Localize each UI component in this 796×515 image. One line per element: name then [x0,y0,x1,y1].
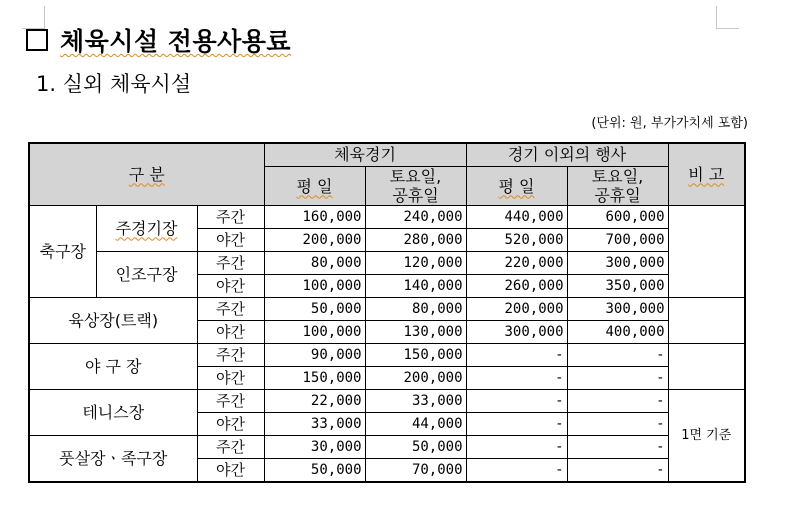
sports-weekend: 70,000 [365,459,466,483]
header-events: 경기 이외의 행사 [466,143,668,167]
events-weekend: 300,000 [567,252,668,275]
events-weekday: - [466,459,567,483]
events-weekend: - [567,436,668,459]
time-night: 야간 [197,367,264,390]
time-night: 야간 [197,321,264,344]
time-day: 주간 [197,252,264,275]
table-row [29,252,745,275]
events-weekend: - [567,413,668,436]
events-weekend: - [567,367,668,390]
time-night: 야간 [197,229,264,252]
sports-weekday: 80,000 [264,252,365,275]
sports-weekday: 160,000 [264,206,365,229]
page-corner-mark-right [716,6,739,29]
events-weekend: - [567,459,668,483]
header-sports-weekday: 평 일 [264,167,365,206]
title-text: 체육시설 전용사용료 [60,27,292,56]
sports-weekday: 100,000 [264,321,365,344]
header-events-weekday: 평 일 [466,167,567,206]
facility-tennis: 테니스장 [29,390,197,436]
events-weekend: - [567,390,668,413]
table-row [29,206,745,229]
sports-weekend: 120,000 [365,252,466,275]
sports-weekday: 22,000 [264,390,365,413]
events-weekday: 520,000 [466,229,567,252]
facility-main-field: 주경기장 [96,206,197,252]
table-row [29,390,745,413]
sports-weekend: 130,000 [365,321,466,344]
time-day: 주간 [197,206,264,229]
sports-weekend: 80,000 [365,298,466,321]
sports-weekend: 240,000 [365,206,466,229]
sports-weekend: 200,000 [365,367,466,390]
remarks-soccer [668,206,745,298]
page-title [26,22,291,58]
time-night: 야간 [197,413,264,436]
events-weekday: 440,000 [466,206,567,229]
facility-artificial-field: 인조구장 [96,252,197,298]
sports-weekday: 100,000 [264,275,365,298]
sports-weekday: 33,000 [264,413,365,436]
sports-weekend: 33,000 [365,390,466,413]
facility-track: 육상장(트랙) [29,298,197,344]
table-row [29,298,745,321]
time-day: 주간 [197,298,264,321]
sports-weekend: 280,000 [365,229,466,252]
header-remarks: 비 고 [668,143,745,206]
events-weekday: - [466,367,567,390]
table-row [29,436,745,459]
section-subtitle: 1. 실외 체육시설 [36,72,192,96]
events-weekend: 700,000 [567,229,668,252]
sports-weekday: 90,000 [264,344,365,367]
table-row [29,344,745,367]
remarks-per-court: 1면 기준 [668,390,745,483]
events-weekday: - [466,344,567,367]
sports-weekday: 200,000 [264,229,365,252]
sports-weekday: 50,000 [264,459,365,483]
time-day: 주간 [197,436,264,459]
events-weekend: 300,000 [567,298,668,321]
events-weekday: - [466,390,567,413]
fee-table [28,142,746,483]
facility-soccer: 축구장 [29,206,96,298]
events-weekday: 220,000 [466,252,567,275]
sports-weekend: 50,000 [365,436,466,459]
events-weekend: - [567,344,668,367]
sports-weekend: 140,000 [365,275,466,298]
unit-note: (단위: 원, 부가가치세 포함) [591,116,748,131]
header-sports-weekend: 토요일, 공휴일 [365,167,466,206]
events-weekday: 260,000 [466,275,567,298]
events-weekday: 300,000 [466,321,567,344]
sports-weekday: 30,000 [264,436,365,459]
facility-baseball: 야 구 장 [29,344,197,390]
events-weekday: - [466,436,567,459]
facility-futsal: 풋살장ㆍ족구장 [29,436,197,483]
header-events-weekend: 토요일, 공휴일 [567,167,668,206]
checkbox-square-icon [26,29,48,51]
sports-weekday: 50,000 [264,298,365,321]
sports-weekday: 150,000 [264,367,365,390]
events-weekend: 350,000 [567,275,668,298]
time-day: 주간 [197,390,264,413]
header-category: 구 분 [29,143,264,206]
events-weekend: 600,000 [567,206,668,229]
remarks-track [668,298,745,344]
events-weekday: - [466,413,567,436]
events-weekday: 200,000 [466,298,567,321]
remarks-baseball [668,344,745,390]
sports-weekend: 150,000 [365,344,466,367]
header-sports: 체육경기 [264,143,466,167]
time-day: 주간 [197,344,264,367]
sports-weekend: 44,000 [365,413,466,436]
events-weekend: 400,000 [567,321,668,344]
time-night: 야간 [197,459,264,483]
time-night: 야간 [197,275,264,298]
